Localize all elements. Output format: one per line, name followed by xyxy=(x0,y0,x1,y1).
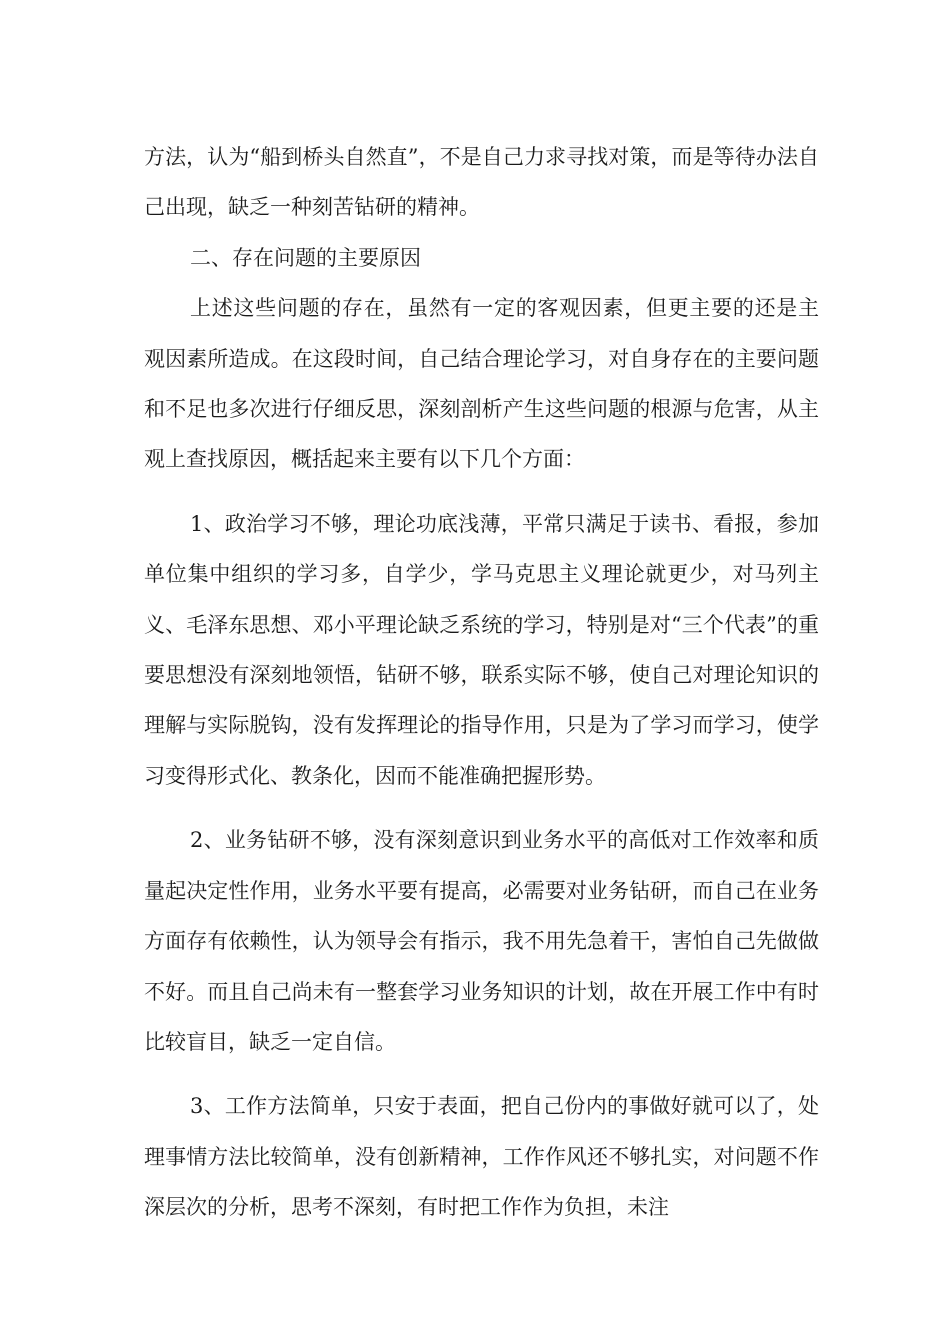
paragraph-point-2: 2、业务钻研不够，没有深刻意识到业务水平的高低对工作效率和质量起决定性作用，业务水平要有提高，必需要对业务钻研，而自己在业务方面存有依赖性，认为领导会有指示，我不用先急着干，害怕自己先做做不好。而且自己尚未有一整套学习业务知识的计划，故在开展工作中有时比较盲目，缺乏一定自信。 xyxy=(144,828,819,1054)
paragraph-point-3: 3、工作方法简单，只安于表面，把自己份内的事做好就可以了，处理事情方法比较简单，没有创新精神，工作作风还不够扎实，对问题不作深层次的分析，思考不深刻，有时把工作作为负担，未注 xyxy=(144,1094,819,1220)
paragraph-point-1: 1、政治学习不够，理论功底浅薄，平常只满足于读书、看报，参加单位集中组织的学习多，自学少，学马克思主义理论就更少，对马列主义、毛泽东思想、邓小平理论缺乏系统的学习，特别是对“三个代表”的重要思想没有深刻地领悟，钻研不够，联系实际不够，使自己对理论知识的理解与实际脱钩，没有发挥理论的指导作用，只是为了学习而学习，使学习变得形式化、教条化，因而不能准确把握形势。 xyxy=(144,511,819,788)
paragraph-continuation: 方法，认为“船到桥头自然直”，不是自己力求寻找对策，而是等待办法自己出现，缺乏一种刻苦钻研的精神。 xyxy=(144,145,819,220)
paragraph-causes-intro: 上述这些问题的存在，虽然有一定的客观因素，但更主要的还是主观因素所造成。在这段时间，自己结合理论学习，对自身存在的主要问题和不足也多次进行仔细反思，深刻剖析产生这些问题的根源与危害，从主观上查找原因，概括起来主要有以下几个方面： xyxy=(144,296,819,472)
section-heading: 二、存在问题的主要原因 xyxy=(190,245,421,270)
document-body xyxy=(144,132,819,1233)
